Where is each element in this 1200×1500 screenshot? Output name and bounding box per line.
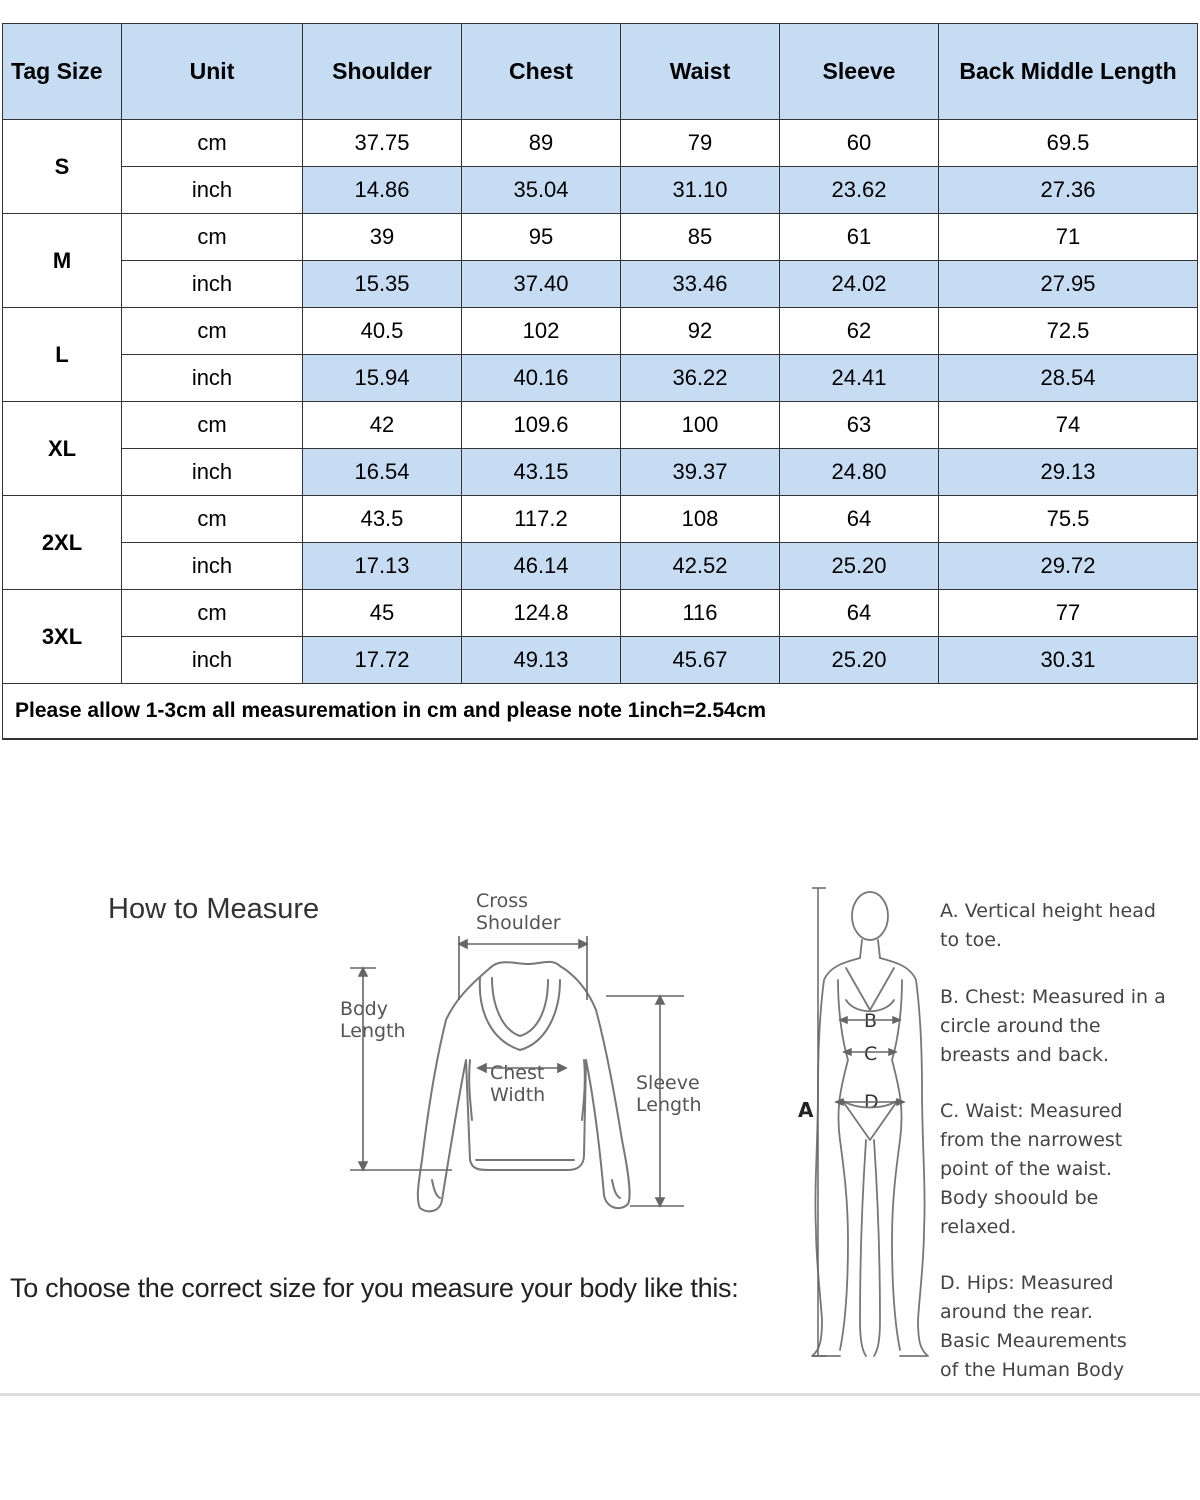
measurement-cell: 109.6 xyxy=(462,402,621,449)
human-body-drawing xyxy=(812,892,928,1356)
measurement-cell: 46.14 xyxy=(462,543,621,590)
unit-cell: cm xyxy=(122,590,303,637)
measurement-cell: 42 xyxy=(303,402,462,449)
measurement-cell: 24.41 xyxy=(780,355,939,402)
measurement-cell: 69.5 xyxy=(939,120,1198,167)
measurement-cell: 64 xyxy=(780,590,939,637)
measurement-cell: 61 xyxy=(780,214,939,261)
measurement-cell: 28.54 xyxy=(939,355,1198,402)
desc-a: A. Vertical height head to toe. xyxy=(940,900,1156,951)
measurement-cell: 37.40 xyxy=(462,261,621,308)
measurement-cell: 16.54 xyxy=(303,449,462,496)
measurement-cell: 43.5 xyxy=(303,496,462,543)
measurement-cell: 100 xyxy=(621,402,780,449)
unit-cell: cm xyxy=(122,496,303,543)
measurement-cell: 72.5 xyxy=(939,308,1198,355)
measurement-cell: 17.72 xyxy=(303,637,462,684)
label-b: B xyxy=(864,1010,878,1032)
header-chest: Chest xyxy=(462,24,621,120)
measurement-cell: 31.10 xyxy=(621,167,780,214)
label-sleeve-length: Sleeve Length xyxy=(636,1072,702,1116)
measurement-cell: 117.2 xyxy=(462,496,621,543)
measurement-cell: 89 xyxy=(462,120,621,167)
measure-instruction: To choose the correct size for you measure your body like this: xyxy=(10,1273,739,1303)
measurement-cell: 29.72 xyxy=(939,543,1198,590)
measurement-cell: 71 xyxy=(939,214,1198,261)
measurement-cell: 63 xyxy=(780,402,939,449)
measurement-cell: 60 xyxy=(780,120,939,167)
measurement-cell: 36.22 xyxy=(621,355,780,402)
unit-cell: inch xyxy=(122,637,303,684)
desc-d: D. Hips: Measured around the rear. Basic Meaurements of the Human Body xyxy=(940,1272,1127,1381)
label-a: A xyxy=(798,1098,814,1122)
measurement-cell: 14.86 xyxy=(303,167,462,214)
measurement-cell: 42.52 xyxy=(621,543,780,590)
header-sleeve: Sleeve xyxy=(780,24,939,120)
measurement-cell: 29.13 xyxy=(939,449,1198,496)
unit-cell: inch xyxy=(122,355,303,402)
unit-cell: inch xyxy=(122,261,303,308)
measurement-arrows xyxy=(350,936,684,1206)
header-tag-size: Tag Size xyxy=(3,24,122,120)
measurement-cell: 102 xyxy=(462,308,621,355)
measurement-cell: 85 xyxy=(621,214,780,261)
desc-b: B. Chest: Measured in a circle around the breasts and back. xyxy=(940,986,1166,1066)
unit-cell: cm xyxy=(122,120,303,167)
measurement-cell: 74 xyxy=(939,402,1198,449)
measurement-cell: 24.80 xyxy=(780,449,939,496)
measurement-cell: 45.67 xyxy=(621,637,780,684)
measurement-cell: 79 xyxy=(621,120,780,167)
label-cross-shoulder: Cross Shoulder xyxy=(476,890,561,934)
size-label: XL xyxy=(3,402,122,496)
measurement-cell: 30.31 xyxy=(939,637,1198,684)
measurement-cell: 39 xyxy=(303,214,462,261)
size-label: M xyxy=(3,214,122,308)
label-c: C xyxy=(864,1043,878,1065)
measurement-cell: 77 xyxy=(939,590,1198,637)
measurement-cell: 15.94 xyxy=(303,355,462,402)
measurement-cell: 27.95 xyxy=(939,261,1198,308)
unit-cell: cm xyxy=(122,214,303,261)
measurement-cell: 40.16 xyxy=(462,355,621,402)
unit-cell: inch xyxy=(122,543,303,590)
measurement-cell: 75.5 xyxy=(939,496,1198,543)
bottom-divider xyxy=(0,1393,1200,1396)
measurement-cell: 64 xyxy=(780,496,939,543)
measurement-cell: 15.35 xyxy=(303,261,462,308)
measurement-cell: 17.13 xyxy=(303,543,462,590)
header-unit: Unit xyxy=(122,24,303,120)
unit-cell: cm xyxy=(122,402,303,449)
measurement-cell: 95 xyxy=(462,214,621,261)
measurement-cell: 45 xyxy=(303,590,462,637)
measurement-cell: 49.13 xyxy=(462,637,621,684)
label-d: D xyxy=(864,1091,879,1113)
measurement-cell: 27.36 xyxy=(939,167,1198,214)
header-back-middle-length: Back Middle Length xyxy=(939,24,1198,120)
desc-c: C. Waist: Measured from the narrowest point of the waist. Body shoould be relaxed. xyxy=(940,1100,1123,1238)
measurement-cell: 25.20 xyxy=(780,543,939,590)
unit-cell: inch xyxy=(122,449,303,496)
measurement-cell: 92 xyxy=(621,308,780,355)
how-to-measure-title: How to Measure xyxy=(108,893,320,925)
label-chest-width: Chest Width xyxy=(490,1062,546,1106)
size-label: 2XL xyxy=(3,496,122,590)
measurement-cell: 25.20 xyxy=(780,637,939,684)
measurement-cell: 124.8 xyxy=(462,590,621,637)
size-label: S xyxy=(3,120,122,214)
measurement-note: Please allow 1-3cm all measuremation in cm and please note 1inch=2.54cm xyxy=(3,684,1198,740)
measurement-cell: 37.75 xyxy=(303,120,462,167)
unit-cell: inch xyxy=(122,167,303,214)
header-waist: Waist xyxy=(621,24,780,120)
garment-drawing xyxy=(418,962,630,1211)
measurement-cell: 24.02 xyxy=(780,261,939,308)
size-label: L xyxy=(3,308,122,402)
measurement-cell: 108 xyxy=(621,496,780,543)
measurement-cell: 35.04 xyxy=(462,167,621,214)
label-body-length: Body Length xyxy=(340,998,406,1042)
measurement-cell: 23.62 xyxy=(780,167,939,214)
measurement-cell: 43.15 xyxy=(462,449,621,496)
unit-cell: cm xyxy=(122,308,303,355)
measurement-cell: 116 xyxy=(621,590,780,637)
measurement-cell: 39.37 xyxy=(621,449,780,496)
measurement-cell: 40.5 xyxy=(303,308,462,355)
header-shoulder: Shoulder xyxy=(303,24,462,120)
measurement-cell: 33.46 xyxy=(621,261,780,308)
measurement-cell: 62 xyxy=(780,308,939,355)
size-label: 3XL xyxy=(3,590,122,684)
